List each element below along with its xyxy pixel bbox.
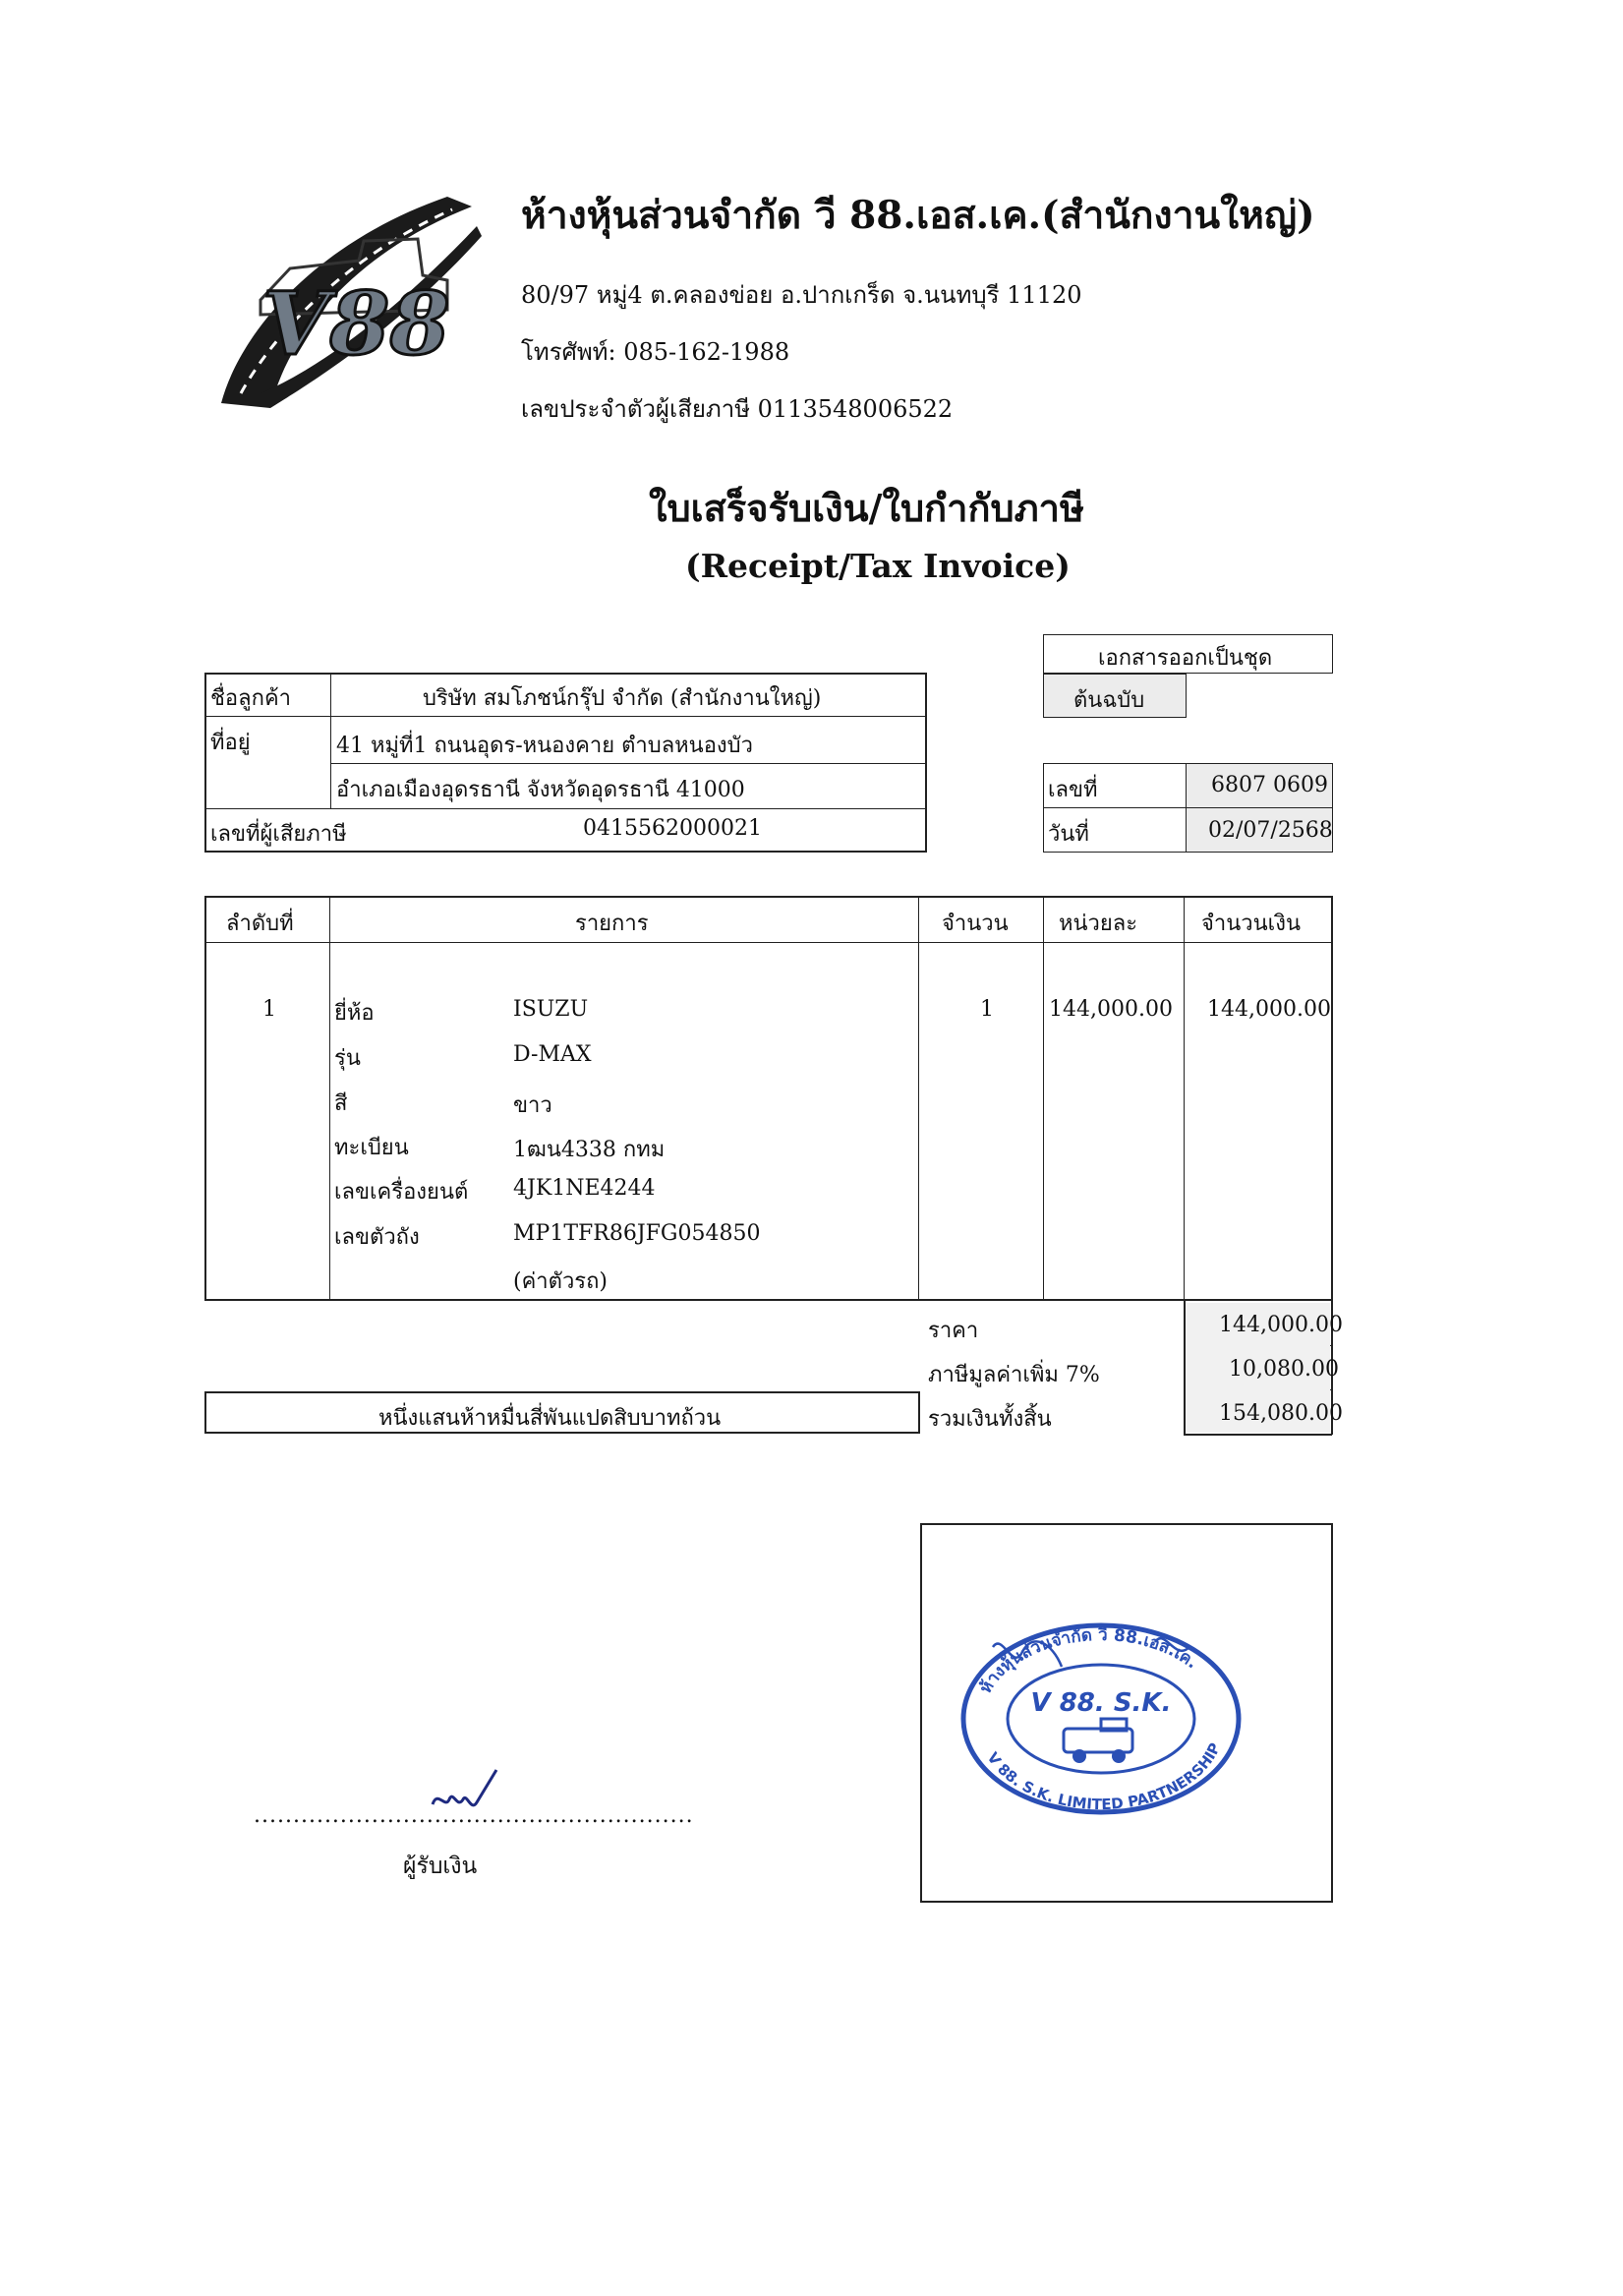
doc-number-label-cell (1043, 763, 1187, 808)
detail-label: สี (334, 1091, 348, 1116)
stamp-ring-bottom: V 88. S.K. LIMITED PARTNERSHIP (983, 1739, 1225, 1814)
detail-label: เลขตัวถัง (334, 1225, 420, 1250)
header-description: รายการ (575, 912, 649, 936)
doc-date-value: 02/07/2568 (1208, 818, 1333, 843)
total-label: รวมเงินทั้งสิ้น (928, 1407, 1052, 1432)
company-tax-id: เลขประจำตัวผู้เสียภาษี 0113548006522 (521, 395, 954, 423)
customer-address-line2: อำเภอเมืองอุดรธานี จังหวัดอุดรธานี 41000 (336, 778, 745, 802)
detail-value: ขาว (513, 1093, 552, 1118)
doc-number-value: 6807 0609 (1211, 773, 1328, 797)
detail-value: D-MAX (513, 1042, 592, 1067)
doc-number-value-cell (1186, 763, 1333, 808)
detail-label: ยี่ห้อ (334, 1001, 375, 1026)
row-unit-price: 144,000.00 (1049, 997, 1173, 1022)
total-value: 154,080.00 (1219, 1401, 1343, 1426)
document-title-en: (Receipt/Tax Invoice) (685, 547, 1071, 585)
row-amount: 144,000.00 (1207, 997, 1331, 1022)
doc-number-label: เลขที่ (1048, 778, 1098, 802)
document-title-th: ใบเสร็จรับเงิน/ใบกำกับภาษี (649, 486, 1085, 530)
detail-value: 4JK1NE4244 (513, 1176, 656, 1201)
header-qty: จำนวน (942, 912, 1009, 936)
price-value: 144,000.00 (1219, 1313, 1343, 1337)
customer-taxid-label: เลขที่ผู้เสียภาษี (210, 822, 347, 847)
doc-date-label-cell (1043, 807, 1187, 853)
doc-date-value-cell (1186, 807, 1333, 853)
company-phone: โทรศัพท์: 085-162-1988 (521, 338, 790, 366)
detail-value: 1ฒน4338 กทม (513, 1138, 666, 1162)
document-copy-label: ต้นฉบับ (1073, 688, 1145, 713)
detail-note: (ค่าตัวรถ) (513, 1269, 609, 1294)
doc-date-label: วันที่ (1048, 822, 1089, 847)
document-set-box (1043, 634, 1333, 674)
header-amount: จำนวนเงิน (1201, 912, 1301, 936)
header-unit-price: หน่วยละ (1059, 912, 1138, 936)
vat-value: 10,080.00 (1229, 1357, 1339, 1382)
price-label: ราคา (928, 1319, 979, 1343)
signature-dots: ........................................................ (254, 1803, 694, 1828)
stamp-center-text: V 88. S.K. (1030, 1688, 1172, 1718)
company-stamp (954, 1613, 1248, 1824)
customer-taxid-value: 0415562000021 (583, 816, 762, 841)
document-copy-box (1043, 674, 1187, 718)
stamp-ring-top: ห้างหุ้นส่วนจำกัด วี 88.เอส.เค. (975, 1624, 1202, 1697)
detail-value: ISUZU (513, 997, 589, 1022)
customer-address-line1: 41 หมู่ที่1 ถนนอุดร-หนองคาย ตำบลหนองบัว (336, 734, 753, 758)
company-logo (202, 182, 487, 423)
company-address: 80/97 หมู่4 ต.คลองข่อย อ.ปากเกร็ด จ.นนทบุรี 11120 (521, 281, 1082, 309)
logo-text: V88 (262, 272, 450, 375)
amount-in-words: หนึ่งแสนห้าหมื่นสี่พันแปดสิบบาทถ้วน (378, 1406, 722, 1431)
detail-value: MP1TFR86JFG054850 (513, 1221, 761, 1246)
header-no: ลำดับที่ (226, 912, 294, 936)
detail-label: เลขเครื่องยนต์ (334, 1180, 469, 1205)
vat-label: ภาษีมูลค่าเพิ่ม 7% (928, 1363, 1100, 1387)
customer-address-label: ที่อยู่ (210, 731, 251, 755)
detail-label: รุ่น (334, 1046, 361, 1071)
customer-name-label: ชื่อลูกค้า (210, 686, 292, 711)
row-qty: 1 (980, 997, 994, 1022)
customer-name-value: บริษัท สมโภชน์กรุ๊ป จำกัด (สำนักงานใหญ่) (423, 686, 822, 711)
receiver-label: ผู้รับเงิน (403, 1854, 478, 1879)
company-name: ห้างหุ้นส่วนจำกัด วี 88.เอส.เค.(สำนักงานใหญ่) (521, 193, 1315, 238)
detail-label: ทะเบียน (334, 1136, 409, 1160)
document-set-label: เอกสารออกเป็นชุด (1098, 646, 1273, 671)
row-no: 1 (262, 997, 276, 1022)
amount-in-words-box (204, 1391, 920, 1434)
